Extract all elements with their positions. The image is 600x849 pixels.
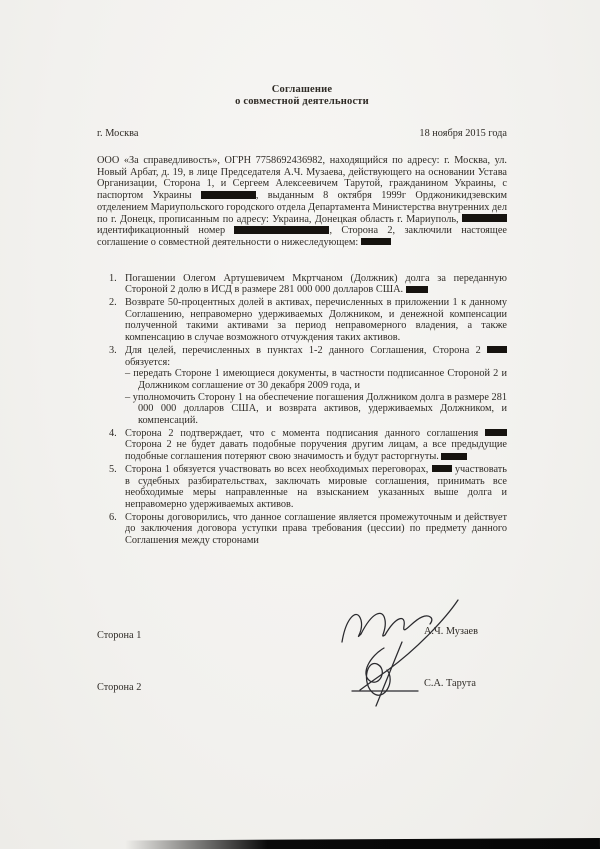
- title-line-1: Соглашение: [271, 84, 333, 95]
- agreement-item-6: [97, 512, 507, 547]
- preamble-seg-2: , выданным 8 октября 1999г Орджоникидзевским отделением Мариупольского городского отдела Департамента Министерства внутренних дел по г. Донецк, прописанным по адресу: Украина, Донецкая область г. Мариуполь,: [97, 190, 508, 225]
- redaction-mark-item-4a: [485, 429, 507, 436]
- redaction-mark-item-1: [406, 286, 428, 293]
- agreement-item-5: [97, 464, 507, 511]
- signature-label-party-1: Сторона 1: [97, 630, 142, 641]
- date-label: 18 ноября 2015 года: [419, 128, 507, 139]
- signature-name-party-2: С.А. Тарута: [424, 678, 476, 689]
- redaction-passport-number: [201, 191, 256, 199]
- preamble-paragraph: [97, 155, 507, 249]
- item-number: 5.: [109, 463, 117, 475]
- item-text: Сторона 2 подтверждает, что с момента подписания данного соглашения: [125, 427, 479, 439]
- document-title: [97, 84, 507, 108]
- items-list: [97, 273, 507, 547]
- item-text: Стороны договорились, что данное соглашение является промежуточным и действует до заключения договора уступки права требования (цессии) по предмету данного Соглашения между сторонами: [125, 511, 507, 547]
- redaction-mark-item-4b: [441, 453, 467, 460]
- item-text: Погашении Олегом Артушевичем Мкртчаном (Должник) долга за переданную Стороной 2 долю в ИСД в размере 281 000 000 долларов США.: [125, 272, 507, 296]
- title-line-2: о совместной деятельности: [235, 96, 369, 107]
- document-content: [97, 84, 507, 548]
- signature-1-scribble: [342, 613, 432, 642]
- signature-name-party-1: А.Ч. Музаев: [424, 626, 478, 637]
- redaction-mark-item-3: [487, 346, 507, 353]
- redaction-mark-item-5: [432, 465, 452, 472]
- signature-label-party-2: Сторона 2: [97, 682, 142, 693]
- sub-item: – передать Стороне 1 имеющиеся документы, в частности подписанное Стороной 2 и Должником соглашение от 30 декабря 2009 года, и: [125, 368, 507, 391]
- place-date-row: [97, 128, 507, 140]
- item-text-continued: обязуется:: [125, 356, 171, 368]
- item-number: 2.: [109, 297, 117, 309]
- item-text-continued: участвовать в судебных разбирательствах, заключать мировые соглашения, принимать все необходимые меры направленные на взысканием указанных выше долга и неправомерно удерживаемых активов.: [125, 463, 507, 510]
- redaction-id-number: [234, 226, 329, 234]
- handwritten-signatures: [330, 592, 470, 710]
- item-text: Сторона 1 обязуется участвовать во всех необходимых переговорах,: [125, 463, 429, 475]
- redaction-address: [462, 214, 507, 222]
- signature-2-stroke: [376, 642, 402, 706]
- item-number: 3.: [109, 344, 117, 356]
- item-text: Для целей, перечисленных в пунктах 1-2 данного Соглашения, Сторона 2: [125, 344, 481, 356]
- item-number: 1.: [109, 272, 117, 284]
- agreement-item-2: [97, 297, 507, 344]
- agreement-item-1: [97, 273, 507, 296]
- signature-flourish: [360, 600, 458, 690]
- preamble-seg-1: ООО «За справедливость», ОГРН 7758692436982, находящийся по адресу: г. Москва, ул. Новый Арбат, д. 19, в лице Председателя А.Ч. Музаева, действующего на основании Устава Организации, Сторона 1, и Сергеем Алексеевичем Тарутой, гражданином Украины, с паспортом Украины: [97, 155, 507, 202]
- item-text: Возврате 50-процентных долей в активах, перечисленных в приложении 1 к данному Соглашению, неправомерно удерживаемых Должником, и денежной компенсации полученной такими активами за период неправомерного владения, а также компенсацию в случае возможного отчуждения таких активов.: [125, 297, 507, 344]
- agreement-item-3: [97, 345, 507, 427]
- scan-edge-artifact: [125, 838, 600, 849]
- preamble-seg-3: идентификационный номер: [97, 225, 226, 237]
- agreement-item-4: [97, 428, 507, 463]
- place-label: г. Москва: [97, 128, 139, 139]
- preamble-seg-4: , Сторона 2, заключили настоящее соглашение о совместной деятельности о нижеследующем:: [97, 225, 507, 248]
- sub-item: – уполномочить Сторону 1 на обеспечение погашения Должником долга в размере 281 000 000 долларов США, и возврата активов, удерживаемых Должником, и компенсаций.: [125, 391, 507, 427]
- redaction-mark-preamble-end: [361, 238, 391, 245]
- item-text-continued: Сторона 2 не будет давать подобные поручения другим лицам, а все предыдущие подобные соглашения потеряют свою значимость и будут расторгнуты.: [125, 439, 507, 463]
- item-number: 6.: [109, 511, 117, 523]
- item-number: 4.: [109, 427, 117, 439]
